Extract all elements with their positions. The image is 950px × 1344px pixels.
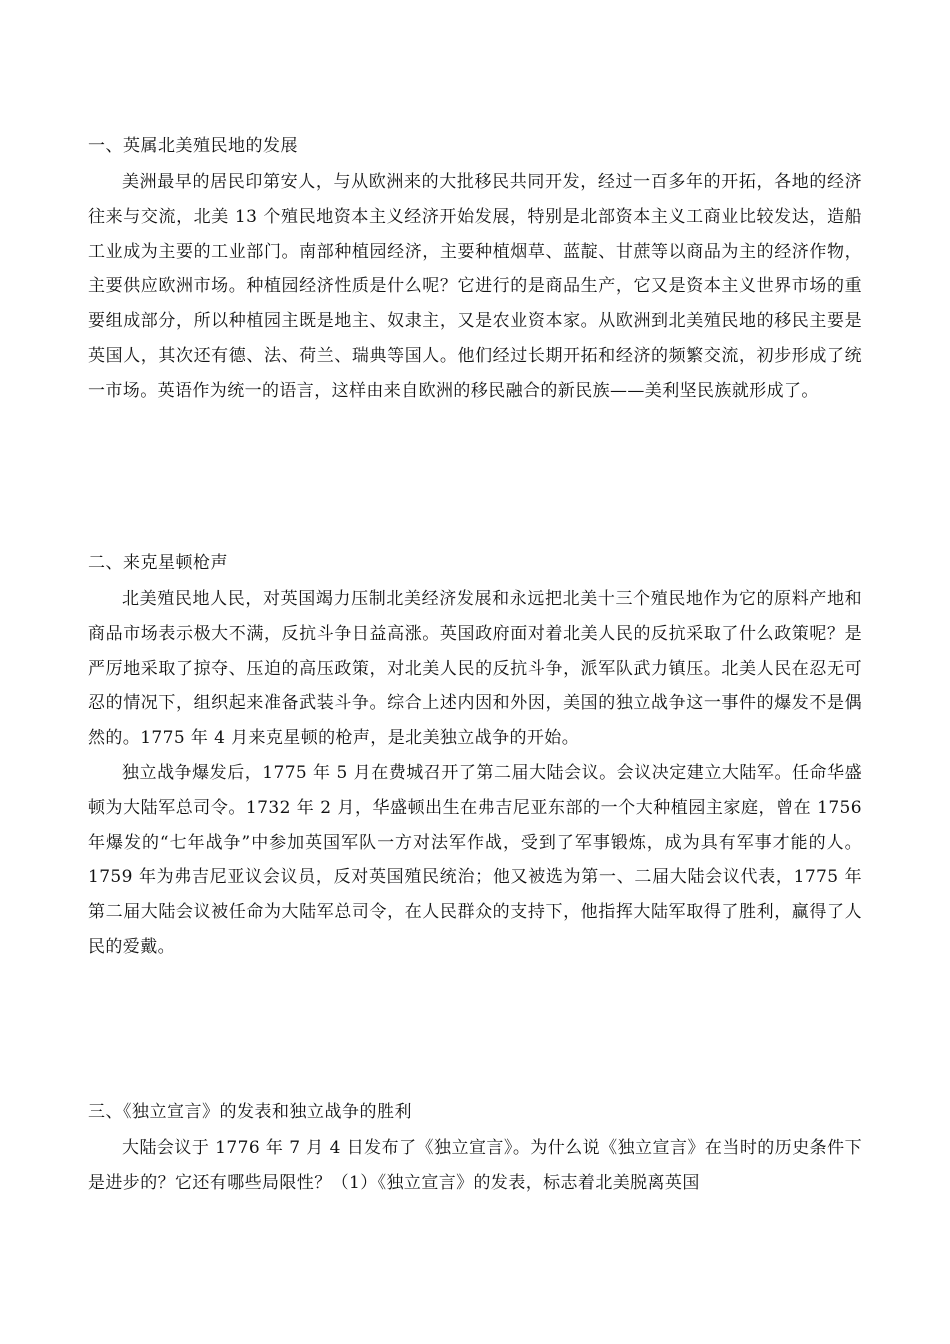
section-colonial-development — [88, 133, 862, 409]
section-heading: 二、来克星顿枪声 — [88, 553, 228, 573]
section-paragraph: 大陆会议于 1776 年 7 月 4 日发布了《独立宣言》。为什么说《独立宣言》在当时的历史条件下是进步的？它还有哪些局限性？（1）《独立宣言》的发表，标志着北美脱离英国 — [88, 1138, 862, 1193]
section-paragraph: 北美殖民地人民，对英国竭力压制北美经济发展和永远把北美十三个殖民地作为它的原料产地和商品市场表示极大不满，反抗斗争日益高涨。英国政府面对着北美人民的反抗采取了什么政策呢？是严厉地采取了掠夺、压迫的高压政策，对北美人民的反抗斗争，派军队武力镇压。北美人民在忍无可忍的情况下，组织起来准备武装斗争。综合上述内因和外因，美国的独立战争这一事件的爆发不是偶然的。1775 年 4 月来克星顿的枪声，是北美独立战争的开始。 — [88, 589, 862, 749]
section-paragraph: 独立战争爆发后，1775 年 5 月在费城召开了第二届大陆会议。会议决定建立大陆军。任命华盛顿为大陆军总司令。1732 年 2 月，华盛顿出生在弗吉尼亚东部的一个大种植园主家庭，曾在 1756 年爆发的“七年战争”中参加英国军队一方对法军作战，受到了军事锻炼，成为具有军事才能的人。1759 年为弗吉尼亚议会议员，反对英国殖民统治；他又被选为第一、二届大陆会议代表，1775 年第二届大陆会议被任命为大陆军总司令，在人民群众的支持下，他指挥大陆军取得了胜利，赢得了人民的爱戴。 — [88, 762, 862, 957]
section-paragraph: 美洲最早的居民印第安人，与从欧洲来的大批移民共同开发，经过一百多年的开拓，各地的经济往来与交流，北美 13 个殖民地资本主义经济开始发展，特别是北部资本主义工商业比较发达，造船工业成为主要的工业部门。南部种植园经济，主要种植烟草、蓝靛、甘蔗等以商品为主的经济作物，主要供应欧洲市场。种植园经济性质是什么呢？它进行的是商品生产，它又是资本主义世界市场的重要组成部分，所以种植园主既是地主、奴隶主，又是农业资本家。从欧洲到北美殖民地的移民主要是英国人，其次还有德、法、荷兰、瑞典等国人。他们经过长期开拓和经济的频繁交流，初步形成了统一市场。英语作为统一的语言，这样由来自欧洲的移民融合的新民族——美利坚民族就形成了。 — [88, 172, 862, 401]
section-lexington-gunshots — [88, 550, 862, 965]
section-declaration-of-independence — [88, 1099, 862, 1201]
document-page — [88, 133, 862, 1193]
section-heading: 三、《独立宣言》的发表和独立战争的胜利 — [88, 1102, 412, 1122]
section-heading: 一、英属北美殖民地的发展 — [88, 136, 298, 156]
